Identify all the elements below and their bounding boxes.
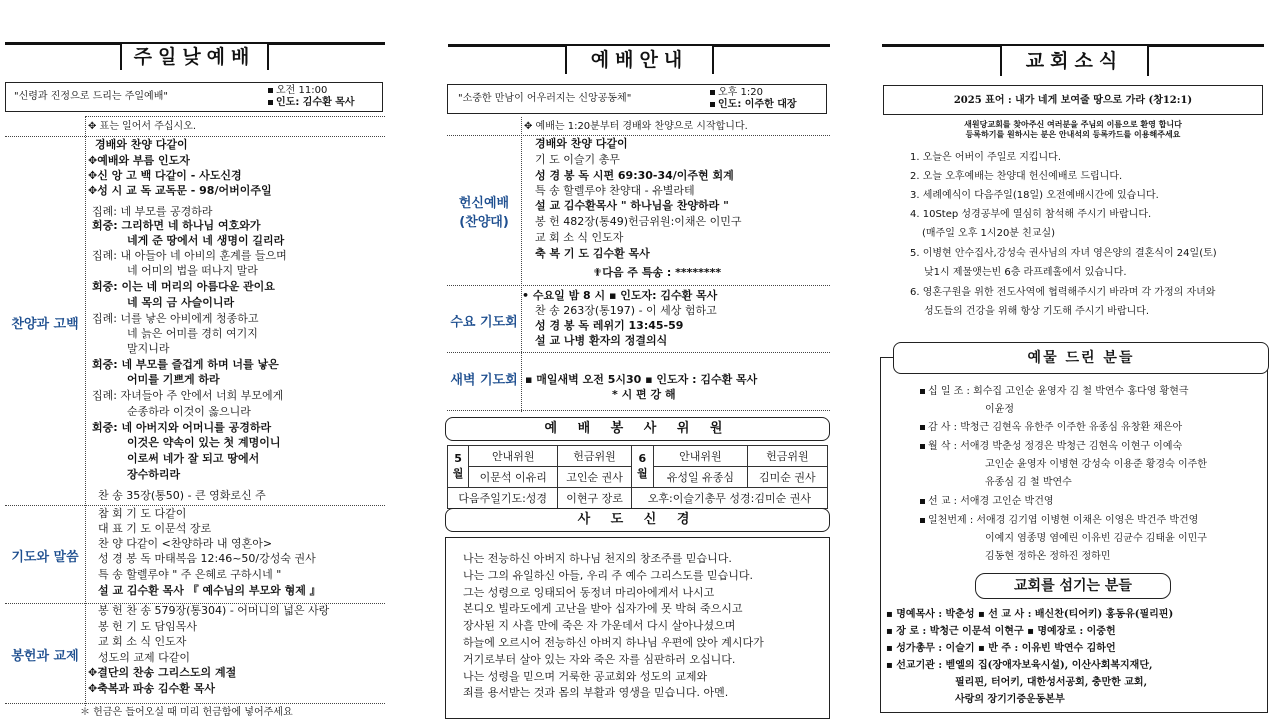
order-item: 봉 헌 482장(통49)헌금위원:이채은 이민구 (535, 215, 742, 228)
creed-line: 나는 그의 유일하신 아들, 우리 주 예수 그리스도를 믿습니다. (463, 568, 753, 582)
news-item: (매주일 오후 1시20분 친교실) (922, 228, 1056, 239)
creed-line: 나는 성령을 믿으며 거룩한 공교회와 성도의 교제와 (463, 669, 708, 683)
col3-motto: 2025 표어 : 내가 네게 보여줄 땅으로 가라 (창12:1) (953, 95, 1193, 106)
committee-cell: 이현구 장로 (558, 488, 631, 509)
order-item: 설 교 김수환목사 " 하나님을 찬양하라 " (535, 199, 729, 212)
committee-table (447, 445, 828, 509)
reading-line: 이것은 약속이 있는 첫 계명이니 (127, 436, 281, 449)
col2-section-dawn: 새벽 기도회 (450, 373, 518, 388)
news-item: 1. 오늘은 어버이 주일로 지킵니다. (910, 152, 1062, 163)
order-item: 참 회 기 도 다같이 (98, 507, 187, 520)
committee-cell: 오후:이슬기총무 성경:김미순 권사 (631, 488, 827, 509)
col1-section-praise: 찬양과 고백 (11, 317, 79, 332)
reading-line: 집례: 너를 낳은 아비에게 청종하고 (92, 312, 259, 325)
col1-motto: "신령과 진정으로 드리는 주일예배" (14, 91, 168, 102)
reading-line: 네 목의 금 사슬이니라 (127, 296, 235, 309)
servant-row: ▪ 장 로 : 박청근 이문석 이현구 ▪ 명예장로 : 이중헌 (886, 626, 1116, 637)
reading-line: 회중: 네 아버지와 어머니를 공경하라 (92, 421, 272, 434)
committee-cell: 고인순 권사 (558, 467, 631, 488)
col1-leader: 인도: 김수환 목사 (268, 95, 355, 111)
creed-line: 하늘에 오르시어 전능하신 아버지 하나님 우편에 앉아 계시다가 (463, 635, 764, 649)
col1-time: 오전 11:00 (268, 83, 327, 99)
col2-section-wed: 수요 기도회 (450, 315, 518, 330)
order-item: 성 경 봉 독 마태복음 12:46~50/강성숙 권사 (98, 552, 316, 565)
col2-motto: "소중한 만남이 어우러지는 신앙공동체" (458, 93, 632, 104)
committee-cell: 다음주일기도:성경 (448, 488, 558, 509)
welcome-line: 새원당교회를 찾아주신 여러분을 주님의 이름으로 환영 합니다 (964, 120, 1182, 129)
committee-cell: 김미순 권사 (747, 467, 827, 488)
offer-row: 월 삭 : 서애경 박춘성 정경은 박청근 김현옥 이현구 이예숙 (920, 439, 1182, 455)
offer-row: 고인순 윤영자 이병현 강성숙 이용준 황경숙 이주한 (985, 459, 1207, 470)
committee-title: 예 배 봉 사 위 원 (445, 417, 830, 441)
dawn-item: * 시 편 강 해 (612, 388, 676, 401)
col1-motto-box (5, 82, 383, 112)
reading-line: 말지니라 (127, 342, 170, 355)
col1-notice: ✥ 표는 일어서 주십시오. (88, 121, 197, 132)
servants-title: 교회를 섬기는 분들 (975, 573, 1171, 599)
offer-row: 이윤정 (985, 404, 1014, 415)
committee-header: 안내위원 (469, 446, 558, 467)
col3-motto-box (883, 85, 1263, 115)
order-item: ✥성 시 교 독 교독문 - 98/어버이주일 (88, 184, 272, 197)
offer-title: 예물 드린 분들 (893, 342, 1269, 374)
reading-line: 네 어미의 법을 떠나지 말라 (127, 264, 258, 277)
col1-divider (85, 116, 86, 706)
servant-row: 사랑의 장기기증운동본부 (955, 694, 1065, 705)
news-item: 5. 이병현 안수집사,강성숙 권사님의 자녀 영은양의 결혼식이 24일(토) (910, 248, 1217, 259)
offer-row: 이예지 염종명 염예린 이유빈 김균수 김태윤 이민구 (985, 533, 1207, 544)
creed-line: 죄를 용서받는 것과 몸의 부활과 영생을 믿습니다. 아멘. (463, 686, 729, 700)
creed-line: 본디오 빌라도에게 고난을 받아 십자가에 못 박혀 죽으시고 (463, 602, 743, 616)
order-item: 찬 양 다같이 <찬양하라 내 영혼아> (98, 537, 273, 550)
creed-line: 그는 성령으로 잉태되어 동정녀 마리아에게서 나시고 (463, 585, 715, 599)
reading-line: 집례: 네 부모를 공경하라 (92, 205, 213, 218)
order-item: ✥신 앙 고 백 다같이 - 사도신경 (88, 169, 242, 182)
col2-leader: 인도: 이주한 대장 (710, 97, 797, 113)
reading-line: 집례: 내 아들아 네 아비의 훈계를 들으며 (92, 249, 287, 262)
news-item: 낮1시 제물앳는빈 6층 라프레홀에서 있습니다. (924, 267, 1127, 278)
reading-line: 네 늙은 어미를 경히 여기지 (127, 327, 258, 340)
order-item: 교 회 소 식 인도자 (98, 635, 187, 648)
offer-row: 유종심 김 철 박연수 (985, 477, 1072, 488)
reading-line: 어미를 기쁘게 하라 (127, 373, 220, 386)
news-item: 성도들의 건강을 위해 항상 기도해 주시기 바랍니다. (924, 306, 1150, 317)
servant-row: 필리핀, 터어키, 대한성서공회, 충만한 교회, (955, 677, 1148, 688)
col1-footer: ＊ 헌금은 들어오실 때 미리 헌금함에 넣어주세요 (80, 707, 293, 718)
servant-row: ▪ 명예목사 : 박춘성 ▪ 선 교 사 : 배신찬(티어키) 홍동유(필리핀) (886, 609, 1174, 620)
news-item: 2. 오늘 오후예배는 찬양대 헌신예배로 드립니다. (910, 171, 1123, 182)
offer-row: 선 교 : 서애경 고인순 박건영 (920, 494, 1054, 510)
committee-cell: 유성일 유종심 (653, 467, 747, 488)
news-item: 3. 세례예식이 다음주일(18일) 오전예배시간에 있습니다. (910, 190, 1159, 201)
offer-row: 십 일 조 : 회수집 고인순 윤영자 김 철 박연수 홍다영 황현극 (920, 384, 1189, 400)
reading-line: 순종하라 이것이 옳으니라 (127, 405, 251, 418)
dawn-item: ▪ 매일새벽 오전 5시30 ▪ 인도자 : 김수환 목사 (525, 373, 758, 386)
wed-item: 성 경 봉 독 레위기 13:45-59 (535, 319, 684, 332)
servant-row: ▪ 선교기관 : 벧엘의 집(장애자보육시설), 이산사회복지재단, (886, 660, 1153, 671)
offer-row: 감 사 : 박청근 김현옥 유한주 이주한 유종심 유창환 채은아 (920, 420, 1182, 436)
order-item: 특 송 할렐루야 " 주 은혜로 구하시네 " (98, 568, 282, 581)
wed-item: • 수요일 밤 8 시 ▪ 인도자: 김수환 목사 (522, 289, 718, 302)
committee-header: 헌금위원 (747, 446, 827, 467)
order-item: 기 도 이슬기 총무 (535, 153, 620, 166)
reading-line: 회중: 그리하면 네 하나님 여호와가 (92, 219, 261, 232)
col2-time: 오후 1:20 (710, 85, 763, 101)
order-item: 특 송 할렐루야 찬양대 - 유별라테 (535, 184, 695, 197)
committee-month: 5 월 (448, 446, 469, 488)
order-item: 봉 헌 찬 송 579장(통304) - 어머니의 넓은 사랑 (98, 604, 330, 617)
order-item: 축 복 기 도 김수환 목사 (535, 247, 650, 260)
order-item: ✥결단의 찬송 그리스도의 계절 (88, 666, 237, 679)
order-item: ✥예배와 부름 인도자 (88, 154, 190, 167)
committee-header: 안내위원 (653, 446, 747, 467)
col2-divider (521, 117, 522, 412)
servant-row: ▪ 성가총무 : 이슬기 ▪ 반 주 : 이유빈 박연수 김하언 (886, 643, 1116, 654)
order-item: 경배와 찬양 다같이 (95, 138, 188, 151)
order-item: 봉 헌 기 도 담임목사 (98, 620, 197, 633)
reading-line: 장수하리라 (127, 468, 181, 481)
order-item: 성 경 봉 독 시편 69:30-34/이주현 회계 (535, 169, 734, 182)
order-item: 교 회 소 식 인도자 (535, 231, 624, 244)
order-item: 찬 송 35장(통50) - 큰 영화로신 주 (98, 489, 266, 502)
reading-line: 회중: 네 부모를 즐겁게 하며 너를 낳은 (92, 358, 279, 371)
order-item: 성도의 교제 다같이 (98, 651, 191, 664)
offer-row: 일천번제 : 서애경 김기엽 이병현 이채은 이영은 박건주 박건영 (920, 513, 1198, 529)
reading-line: 집례: 자녀들아 주 안에서 너희 부모에게 (92, 389, 284, 402)
col2-section-afternoon: 헌신예배 (458, 196, 510, 211)
committee-cell: 이문석 이유리 (469, 467, 558, 488)
col2-section-afternoon-sub: (찬양대) (459, 215, 509, 230)
reading-line: 이로써 네가 잘 되고 땅에서 (127, 452, 260, 465)
col2-motto-box (447, 84, 827, 114)
creed-line: 장사된 지 사흘 만에 죽은 자 가운데서 다시 살아나셨으며 (463, 619, 736, 633)
offer-row: 김동현 정하온 정하진 정하민 (985, 551, 1111, 562)
news-item: 4. 10Step 성경공부에 열심히 참석해 주시기 바랍니다. (910, 209, 1152, 220)
order-item: ✥축복과 파송 김수환 목사 (88, 682, 215, 695)
reading-line: 네게 준 땅에서 네 생명이 길리라 (127, 234, 285, 247)
col1-title: 주일낮예배 (120, 44, 269, 70)
col2-title: 예배안내 (565, 46, 714, 74)
order-item: 경배와 찬양 다같이 (535, 137, 628, 150)
order-item: 대 표 기 도 이문석 장로 (98, 522, 212, 535)
creed-line: 거기로부터 살아 있는 자와 죽은 자를 심판하러 오십니다. (463, 652, 736, 666)
col1-section-prayer: 기도와 말씀 (11, 550, 79, 565)
next-special: ✟다음 주 특송 : ******** (593, 266, 722, 279)
wed-item: 찬 송 263장(통197) - 이 세상 험하고 (535, 304, 717, 317)
creed-line: 나는 전능하신 아버지 하나님 천지의 창조주를 믿습니다. (463, 552, 732, 565)
creed-text (463, 551, 764, 702)
committee-header: 헌금위원 (558, 446, 631, 467)
wed-item: 설 교 나병 환자의 정결의식 (535, 334, 668, 347)
creed-title: 사 도 신 경 (445, 508, 830, 532)
committee-month: 6 월 (631, 446, 653, 488)
col1-section-offer: 봉헌과 교제 (11, 649, 79, 664)
news-item: 6. 영혼구원을 위한 전도사역에 협력해주시기 바라며 각 가정의 자녀와 (910, 287, 1216, 298)
reading-line: 회중: 이는 네 머리의 아름다운 관이요 (92, 280, 275, 293)
col2-notice: ✥ 예배는 1:20분부터 경배와 찬양으로 시작합니다. (524, 121, 748, 132)
col3-title: 교회소식 (1000, 46, 1149, 76)
order-item: 설 교 김수환 목사 『 예수님의 부모와 형제 』 (98, 584, 321, 597)
welcome-line: 등록하기를 원하시는 분은 안내석의 등록카드를 이용해주세요 (965, 130, 1181, 139)
